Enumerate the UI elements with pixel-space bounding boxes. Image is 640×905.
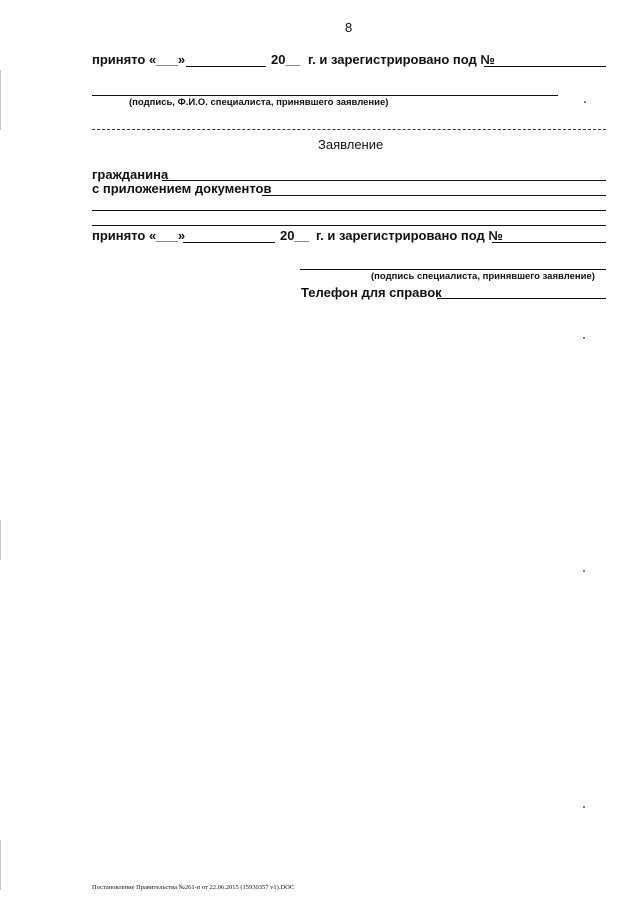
slip-title: Заявление xyxy=(318,137,384,152)
phone-label: Телефон для справок xyxy=(301,285,442,300)
scan-speck xyxy=(583,337,585,339)
blank-line-1 xyxy=(92,210,606,211)
registration-number-blank-line xyxy=(484,66,606,67)
scan-edge-mark xyxy=(0,840,1,890)
slip-year-prefix: 20__ xyxy=(280,228,309,243)
attachments-blank-line xyxy=(262,195,606,196)
scan-edge-mark xyxy=(0,70,1,130)
slip-registration-number-blank-line xyxy=(492,242,606,243)
accepted-label: принято «___» xyxy=(92,52,186,67)
year-prefix: 20__ xyxy=(271,52,300,67)
scan-speck xyxy=(583,806,585,808)
registered-label: г. и зарегистрировано под № xyxy=(308,52,495,67)
scan-speck xyxy=(584,101,586,103)
blank-line-2 xyxy=(92,225,606,226)
slip-signature-caption: (подпись специалиста, принявшего заявление) xyxy=(371,271,595,282)
attachments-label: с приложением документов xyxy=(92,181,272,196)
citizen-label: гражданина xyxy=(92,167,169,182)
slip-date-month-blank-line xyxy=(183,242,275,243)
slip-accepted-label: принято «___» xyxy=(92,228,186,243)
phone-blank-line xyxy=(437,298,606,299)
signature-blank-line xyxy=(92,95,558,96)
scan-edge-mark xyxy=(0,520,1,560)
slip-registered-label: г. и зарегистрировано под № xyxy=(316,228,503,243)
footer-doc-reference: Постановление Правительства №261-п от 22.06.2015 (15930357 v1).DOC xyxy=(92,884,295,891)
date-month-blank-line xyxy=(186,66,266,67)
page-number: 8 xyxy=(345,20,353,35)
scan-speck xyxy=(583,570,585,572)
signature-caption: (подпись, Ф.И.О. специалиста, принявшего заявление) xyxy=(129,97,389,108)
cut-line xyxy=(92,129,606,130)
slip-signature-blank-line xyxy=(300,269,606,270)
